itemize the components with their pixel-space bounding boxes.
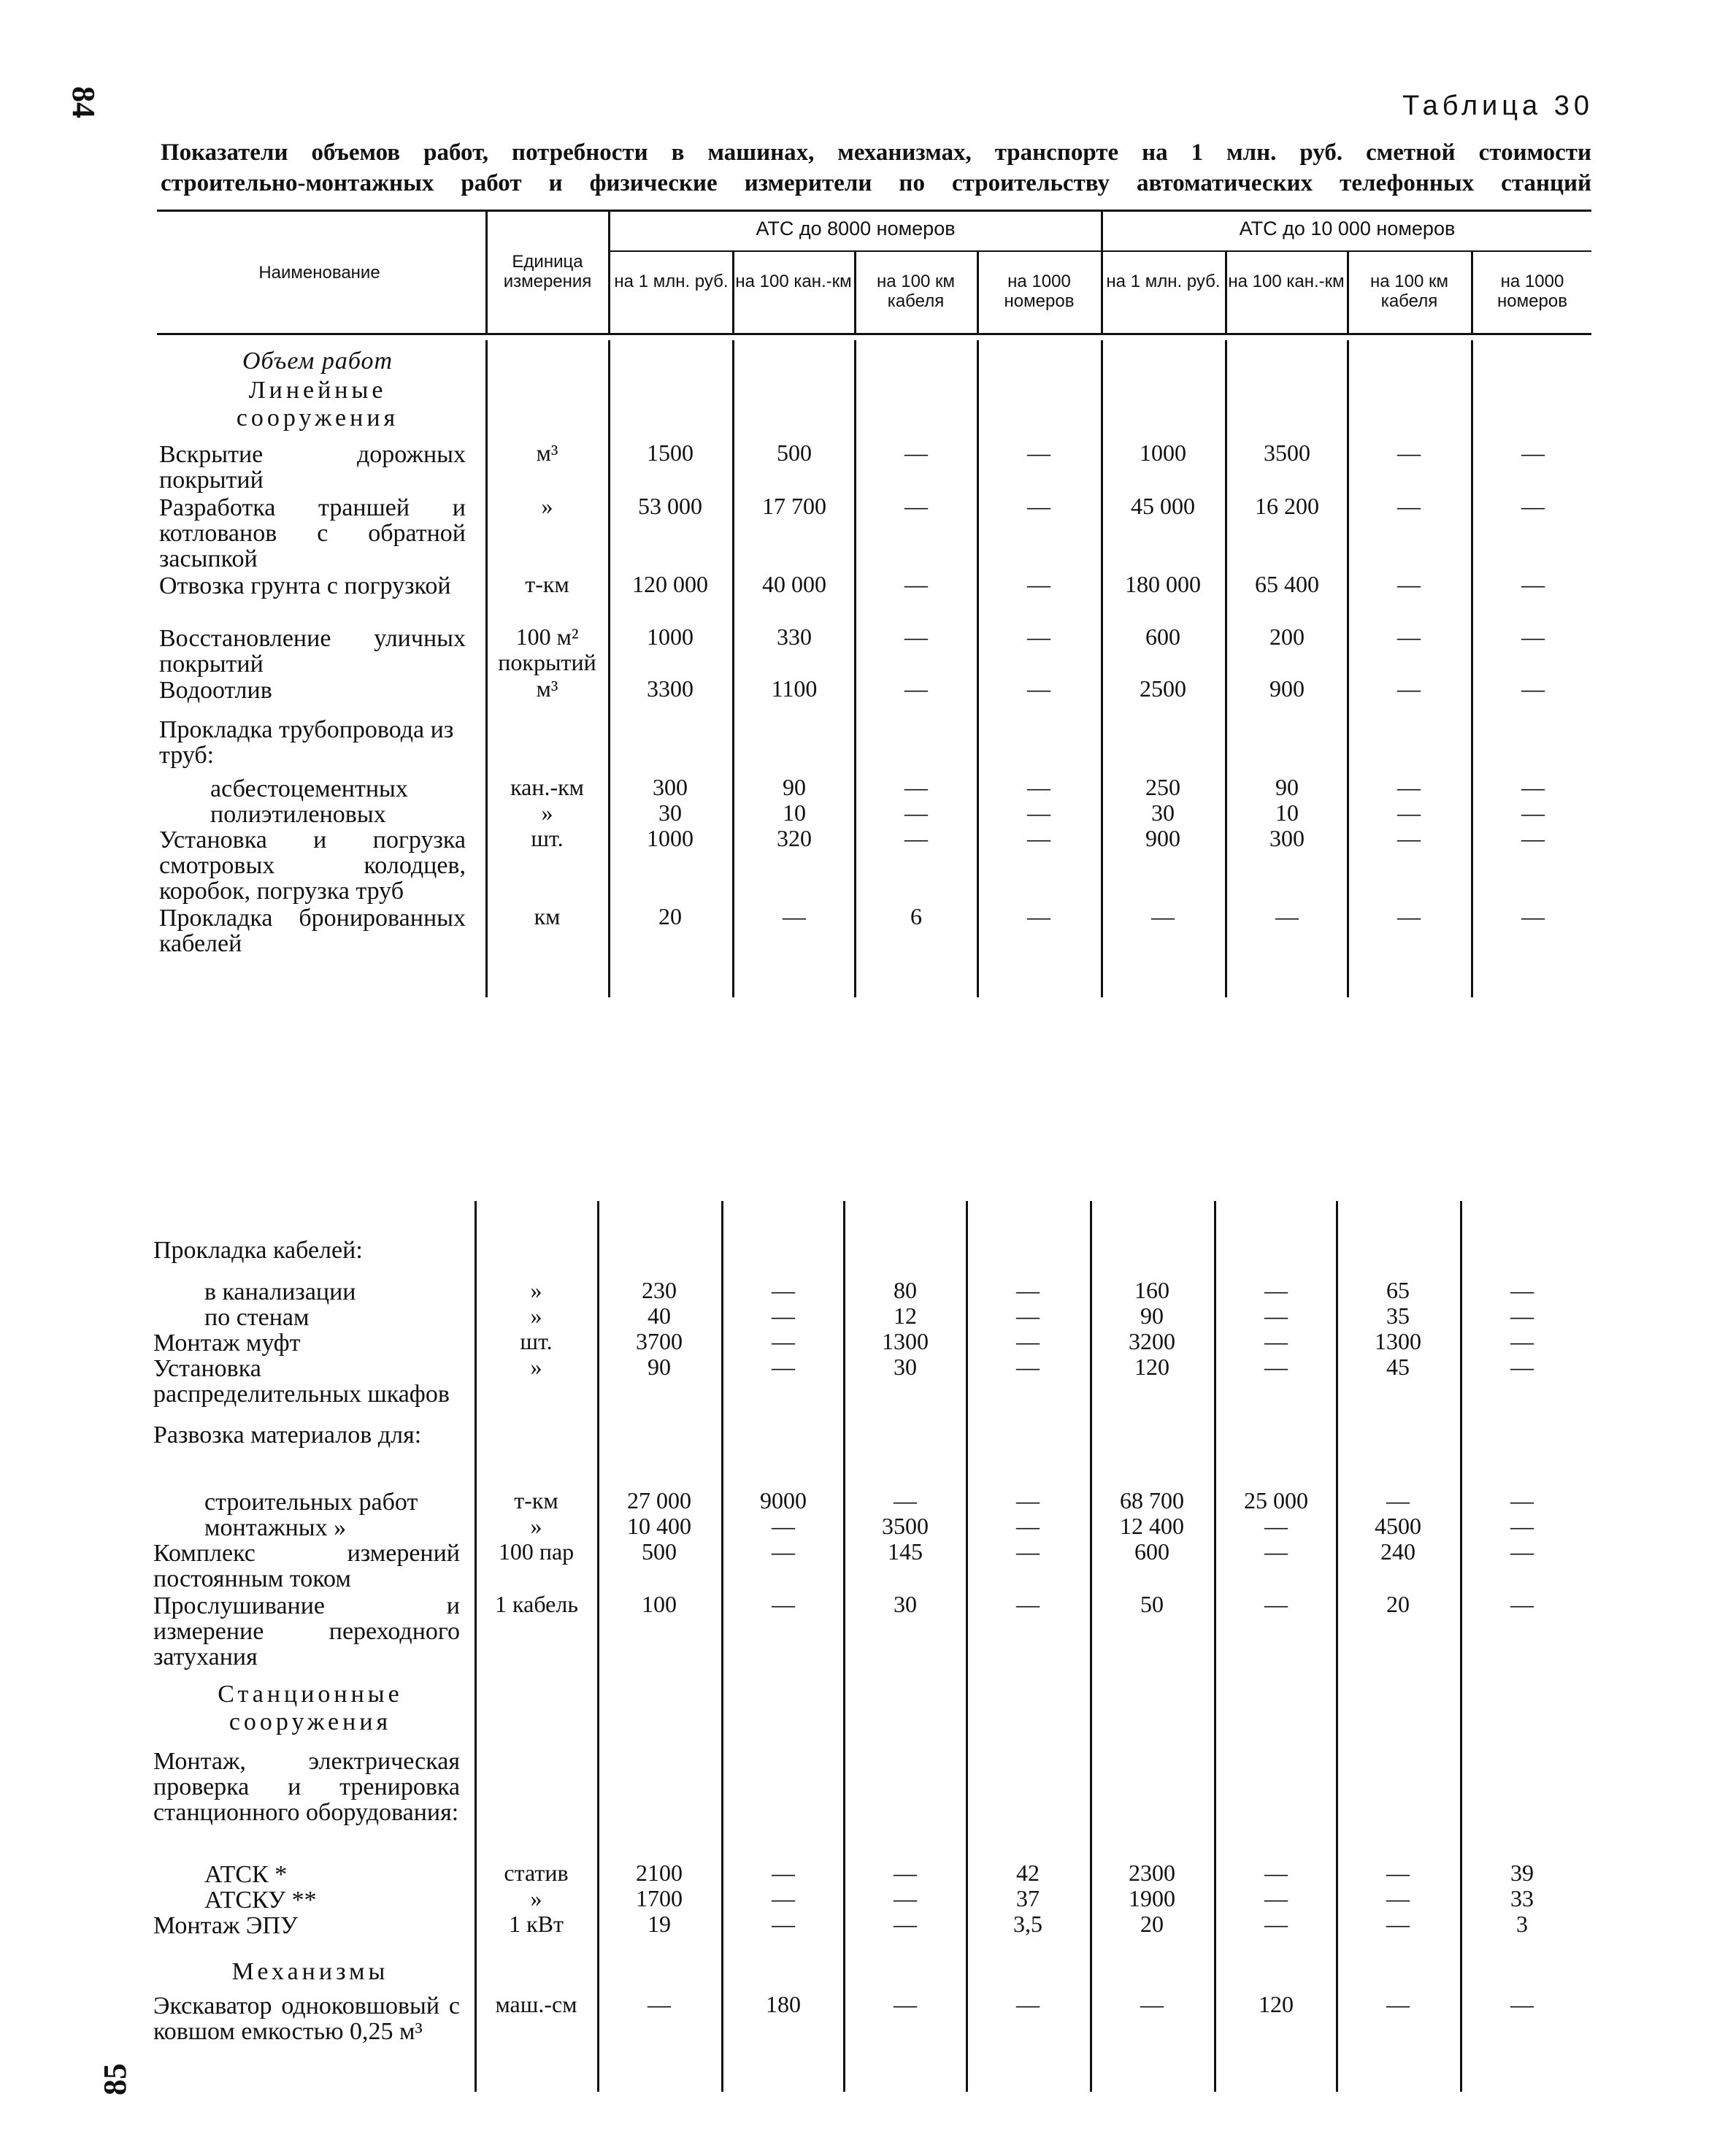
table-cell: — [1264,1354,1288,1380]
table-cell: 4500 [1375,1513,1421,1539]
table-cell: — [894,1991,917,2017]
table-cell: — [1397,799,1421,826]
row-unit: » [530,1513,542,1539]
column-rule [977,340,979,997]
table-cell: — [772,1354,795,1380]
table-cell: — [1510,1303,1534,1329]
row-unit: » [530,1303,542,1329]
column-rule [608,340,610,997]
table-cell: 250 [1145,774,1180,800]
table-cell: 240 [1380,1538,1415,1565]
table-cell: — [1510,1487,1534,1514]
table-cell: 1300 [1375,1328,1421,1354]
table-cell: — [1264,1911,1288,1937]
table-cell: 12 [894,1303,917,1329]
row-unit: км [534,903,561,929]
table-cell: 2500 [1140,675,1186,702]
table-cell: 30 [894,1354,917,1380]
table-cell: 65 [1386,1277,1410,1303]
row-name: по стенам [204,1304,310,1331]
row-name: асбестоцементных [210,775,408,802]
table-cell: — [772,1277,795,1303]
header-col-a1: на 1 млн. руб. [614,272,729,291]
row-name: Монтаж ЭПУ [153,1912,299,1939]
table-cell: — [1397,675,1421,702]
table-cell: — [1027,825,1050,851]
table-cell: — [783,903,806,929]
table-cell: — [772,1591,795,1617]
table-cell: — [1386,1911,1410,1937]
table-cell: — [1016,1591,1040,1617]
row-unit: 1 кабель [495,1591,578,1617]
table-cell: 10 400 [627,1513,691,1539]
table-cell: 160 [1134,1277,1169,1303]
table-cell: — [648,1991,671,2017]
row-name: Восстановление уличных покрытий [159,625,466,678]
table-cell: 200 [1269,624,1305,650]
table-cell: 3200 [1129,1328,1175,1354]
table-cell: 17 700 [762,493,826,519]
table-cell: 90 [1140,1303,1164,1329]
table-cell: — [1264,1303,1288,1329]
row-unit: т-км [525,571,569,597]
table-cell: — [1027,903,1050,929]
row-name: Экскаватор одноковшовый с ковшом емкостью 0,25 м³ [153,1992,460,2045]
row-name: в канализации [204,1278,356,1305]
table-cell: — [1016,1513,1040,1539]
table-cell: — [1016,1354,1040,1380]
row-unit: т-км [514,1487,558,1514]
row-name: Разработка траншей и котлованов с обратной засыпкой [159,494,466,572]
table-cell: 3300 [647,675,694,702]
header-col-a4: на 1000 номеров [1004,272,1075,311]
row-name: Прокладка бронированных кабелей [159,905,466,957]
header-bottom-rule [157,333,1591,335]
table-cell: — [1016,1277,1040,1303]
table-cell: 320 [777,825,812,851]
row-name: монтажных » [204,1514,347,1541]
table-cell: — [1264,1860,1288,1886]
table-cell: — [904,624,928,650]
table-cell: 1500 [647,440,694,466]
column-rule [1101,340,1103,997]
table-cell: — [1510,1538,1534,1565]
row-name: Развозка материалов для: [153,1422,422,1449]
table-cell: — [904,440,928,466]
table-cell: 9000 [760,1487,807,1514]
row-unit: » [530,1277,542,1303]
table-cell: 3,5 [1013,1911,1042,1937]
table-cell: 1000 [647,624,694,650]
table-caption-line1: Показатели объемов работ, потребности в машинах, механизмах, транспорте на 1 млн. руб. сметной стоимости [161,139,1591,166]
row-unit: м³ [536,440,558,466]
table-cell: 180 000 [1125,571,1201,597]
table-cell: 900 [1145,825,1180,851]
table-cell: — [904,675,928,702]
table-cell: — [1264,1591,1288,1617]
table-cell: — [1510,1991,1534,2017]
table-cell: 39 [1510,1860,1534,1886]
table-cell: 19 [648,1911,671,1937]
table-cell: — [772,1538,795,1565]
table-cell: 30 [658,799,682,826]
table-cell: — [1264,1328,1288,1354]
table-cell: — [1521,624,1545,650]
header-unit: Единица измерения [503,252,592,291]
table-cell: 3500 [882,1513,929,1539]
row-name: Монтаж муфт [153,1330,301,1357]
column-rule [1225,340,1227,997]
table-cell: 3700 [636,1328,683,1354]
table-cell: — [894,1487,917,1514]
table-cell: 16 200 [1255,493,1319,519]
table-cell: — [1016,1538,1040,1565]
table-cell: 300 [653,774,688,800]
table-cell: — [1521,774,1545,800]
table-cell: 30 [1151,799,1175,826]
table-cell: — [904,774,928,800]
column-rule [1471,340,1473,997]
table-cell: — [1264,1538,1288,1565]
table-cell: 30 [894,1591,917,1617]
table-cell: 35 [1386,1303,1410,1329]
section-linear: Линейные сооружения [236,377,399,431]
header-group-8000: АТС до 8000 номеров [756,218,956,239]
row-name: Комплекс измерений постоянным током [153,1540,460,1592]
table-cell: 90 [1275,774,1299,800]
table-cell: — [1386,1487,1410,1514]
column-rule [1347,340,1349,997]
header-divider [485,212,488,333]
table-cell: — [904,571,928,597]
table-cell: 500 [777,440,812,466]
table-cell: — [1397,624,1421,650]
table-cell: 12 400 [1120,1513,1184,1539]
table-cell: — [772,1860,795,1886]
table-cell: — [1027,440,1050,466]
row-name: Монтаж, электрическая проверка и тренировка станционного оборудования: [153,1748,460,1826]
header-divider [1225,252,1227,333]
table-cell: — [1386,1991,1410,2017]
table-cell: — [1510,1354,1534,1380]
table-cell: — [1521,571,1545,597]
table-cell: — [1510,1277,1534,1303]
table-cell: 330 [777,624,812,650]
table-cell: — [1521,675,1545,702]
table-cell: — [1397,493,1421,519]
table-cell: — [1397,440,1421,466]
row-name: АТСКУ ** [204,1887,317,1914]
table-cell: 42 [1016,1860,1040,1886]
table-cell: — [1275,903,1299,929]
row-name: Установка и погрузка смотровых колодцев, коробок, погрузка труб [159,826,466,905]
row-unit: » [530,1885,542,1911]
table-cell: — [1397,774,1421,800]
row-name: Водоотлив [159,677,272,704]
header-col-b4: на 1000 номеров [1497,272,1567,311]
row-unit: маш.-см [495,1991,577,2017]
table-cell: 120 000 [632,571,708,597]
table-cell: — [904,825,928,851]
table-cell: 1100 [771,675,818,702]
table-cell: 900 [1269,675,1305,702]
row-name: Отвозка грунта с погрузкой [159,572,451,599]
table-cell: 180 [766,1991,801,2017]
table-cell: — [1027,675,1050,702]
row-name: Прокладка трубопровода из труб: [159,716,454,769]
table-cell: — [1521,799,1545,826]
row-name: Установка распределительных шкафов [153,1355,450,1408]
table-cell: — [1510,1328,1534,1354]
header-divider [732,252,734,333]
row-unit: » [541,799,553,826]
table-cell: — [772,1911,795,1937]
table-cell: 45 000 [1131,493,1195,519]
table-cell: — [1510,1513,1534,1539]
row-unit: » [541,493,553,519]
table-cell: — [1397,903,1421,929]
table-cell: 10 [783,799,806,826]
table-cell: 25 000 [1244,1487,1308,1514]
table-cell: 1300 [882,1328,929,1354]
table-caption-line2: строительно-монтажных работ и физические измерители по строительству автоматических телефонных станций [161,170,1591,196]
table-cell: — [894,1860,917,1886]
table-cell: — [904,493,928,519]
table-cell: — [1397,825,1421,851]
table-cell: — [1264,1885,1288,1911]
page-number-left: 84 [66,86,101,118]
table-cell: 80 [894,1277,917,1303]
table-cell: 1900 [1129,1885,1175,1911]
table-cell: 20 [658,903,682,929]
table-cell: 33 [1510,1885,1534,1911]
section-station: Станционные сооружения [218,1681,403,1735]
header-name: Наименование [258,263,380,283]
table-cell: — [1027,774,1050,800]
table-cell: — [1016,1303,1040,1329]
table-cell: — [894,1885,917,1911]
section-volume: Объем работ [242,348,393,375]
table-cell: 40 [648,1303,671,1329]
table-cell: 50 [1140,1591,1164,1617]
header-col-a2: на 100 кан.-км [735,272,852,291]
table-cell: 1000 [1140,440,1186,466]
table-cell: 145 [888,1538,923,1565]
table-cell: 600 [1134,1538,1169,1565]
table-cell: 37 [1016,1885,1040,1911]
row-unit: шт. [531,825,564,851]
header-col-b2: на 100 кан.-км [1228,272,1345,291]
table-cell: 45 [1386,1354,1410,1380]
table-cell: — [1521,903,1545,929]
table-cell: — [1016,1991,1040,2017]
column-rule [854,340,856,997]
table-cell: — [1386,1885,1410,1911]
table-cell: 3500 [1264,440,1310,466]
table-cell: — [1264,1277,1288,1303]
table-cell: 40 000 [762,571,826,597]
header-col-a3: на 100 км кабеля [877,272,955,311]
table-cell: 10 [1275,799,1299,826]
row-name: строительных работ [204,1489,418,1516]
table-cell: — [1510,1591,1534,1617]
table-cell: 6 [910,903,922,929]
page-number-right: 85 [97,2063,133,2095]
row-unit: » [530,1354,542,1380]
table-cell: — [1016,1487,1040,1514]
row-name: АТСК * [204,1861,288,1888]
table-cell: — [1027,493,1050,519]
table-cell: — [1016,1328,1040,1354]
table-cell: — [772,1328,795,1354]
table-cell: — [894,1911,917,1937]
table-cell: 100 [642,1591,677,1617]
table-label: Таблица 30 [1402,91,1594,121]
table-cell: 27 000 [627,1487,691,1514]
table-cell: — [1521,440,1545,466]
row-unit: кан.-км [510,774,584,800]
row-unit: 1 кВт [509,1911,564,1937]
row-name: Прокладка кабелей: [153,1237,363,1264]
header-col-b3: на 100 км кабеля [1370,272,1448,311]
table-cell: 230 [642,1277,677,1303]
table-cell: 120 [1134,1354,1169,1380]
table-cell: 2300 [1129,1860,1175,1886]
table-cell: 53 000 [638,493,702,519]
row-name: Прослушивание и измерение переходного затухания [153,1592,460,1670]
table-cell: — [1386,1860,1410,1886]
table-cell: 300 [1269,825,1305,851]
table-cell: — [1521,825,1545,851]
table-cell: 2100 [636,1860,683,1886]
table-cell: 3 [1516,1911,1528,1937]
table-cell: — [772,1303,795,1329]
table-cell: 68 700 [1120,1487,1184,1514]
row-unit: м³ [536,675,558,702]
row-unit: 100 пар [498,1538,575,1565]
table-cell: — [1027,571,1050,597]
table-cell: 120 [1259,1991,1294,2017]
header-group-10000: АТС до 10 000 номеров [1239,218,1456,239]
table-cell: — [1151,903,1175,929]
column-rule [732,340,734,997]
row-name: полиэтиленовых [210,801,386,828]
header-top-rule [157,210,1591,212]
section-mechanisms: Механизмы [231,1958,389,1985]
table-cell: 20 [1140,1911,1164,1937]
table-cell: — [772,1885,795,1911]
table-cell: 1700 [636,1885,683,1911]
table-cell: 600 [1145,624,1180,650]
table-cell: — [1027,799,1050,826]
table-cell: — [1521,493,1545,519]
table-cell: 90 [648,1354,671,1380]
table-cell: — [1397,571,1421,597]
row-unit: статив [504,1860,569,1886]
row-name: Вскрытие дорожных покрытий [159,441,466,494]
table-cell: — [1264,1513,1288,1539]
table-cell: — [1027,624,1050,650]
header-col-b1: на 1 млн. руб. [1106,272,1221,291]
row-unit: 100 м² покрытий [498,624,596,675]
table-cell: 20 [1386,1591,1410,1617]
table-cell: — [1140,1991,1164,2017]
table-cell: — [772,1513,795,1539]
row-unit: шт. [520,1328,553,1354]
table-cell: 1000 [647,825,694,851]
table-cell: — [904,799,928,826]
table-cell: 65 400 [1255,571,1319,597]
table-cell: 90 [783,774,806,800]
table-cell: 500 [642,1538,677,1565]
